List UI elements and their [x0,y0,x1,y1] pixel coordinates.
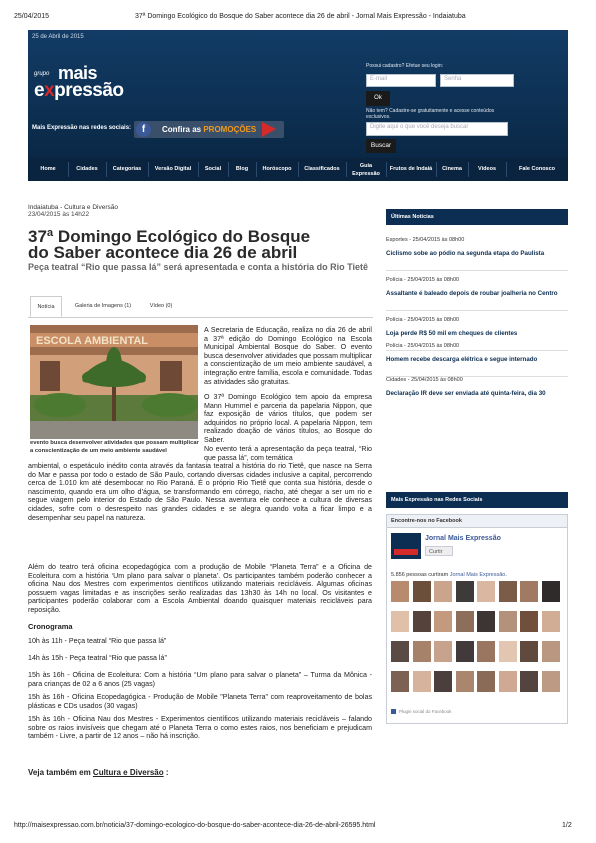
news-category[interactable]: Cidades [386,377,407,383]
print-page-title: 37ª Domingo Ecológico do Bosque do Saber acontece dia 26 de abril - Jornal Mais Expressão - Indaiatuba [135,13,466,20]
fan-avatar[interactable] [456,671,474,692]
news-title[interactable]: Homem recebe descarga elétrica e segue internado [386,356,538,363]
nav-item-10[interactable]: Frutos de Indaiá [389,166,433,172]
fan-avatar[interactable] [413,611,431,632]
nav-separator [228,162,229,177]
fan-avatar[interactable] [477,581,495,602]
fan-avatar[interactable] [542,581,560,602]
search-button[interactable]: Buscar [366,139,396,153]
news-meta [386,317,459,323]
fan-avatar[interactable] [520,581,538,602]
plugin-text: Plugin social do Facebook [399,709,452,714]
nav-item-4[interactable]: Versão Digital [154,166,192,172]
print-date: 25/04/2015 [14,13,50,20]
nav-separator [506,162,507,177]
page-logo-icon[interactable] [391,533,421,559]
nav-item-2[interactable]: Cidades [76,166,98,172]
site-header [28,30,568,158]
fan-avatar[interactable] [456,641,474,662]
promo-highlight: PROMOÇÕES [203,125,257,134]
nav-separator [256,162,257,177]
article-title-line-1: 37ª Domingo Ecológico do Bosque [28,227,311,246]
like-button[interactable]: Curtir [425,546,453,556]
tab-noticia[interactable]: Notícia [30,296,62,317]
fan-avatar[interactable] [456,611,474,632]
nav-separator [386,162,387,177]
social-heading: Mais Expressão nas Redes Sociais [386,492,568,508]
news-meta [386,377,463,383]
news-category[interactable]: Polícia [386,277,403,283]
main-nav [28,158,568,181]
nav-separator [298,162,299,177]
facebook-icon[interactable]: f [136,122,151,137]
nav-separator [148,162,149,177]
latest-news-heading: Últimas Notícias [386,209,568,225]
logo-grupo: grupo [34,71,50,77]
article-title-line-2: do Saber acontece dia 26 de abril [28,243,298,262]
facebook-page-name[interactable]: Jornal Mais Expressão [425,535,501,542]
fan-avatar[interactable] [520,671,538,692]
promotions-button[interactable] [134,121,284,138]
schedule-item-1: 10h às 11h - Peça teatral “Rio que passa lá” [28,637,167,645]
fan-avatar[interactable] [391,641,409,662]
fan-avatar[interactable] [499,641,517,662]
social-label: Mais Expressão nas redes sociais: [32,125,132,131]
news-divider [386,350,568,351]
news-title[interactable]: Assaltante é baleado depois de roubar joalheria no Centro [386,290,558,297]
nav-item-12[interactable]: Vídeos [477,166,497,172]
news-datetime: - 25/04/2015 às 08h00 [407,237,465,243]
logo-x: x [44,80,55,101]
fan-avatar[interactable] [391,611,409,632]
nav-separator [198,162,199,177]
news-title[interactable]: Ciclismo sobe ao pódio na segunda etapa do Paulista [386,250,545,257]
photo-scene [30,325,198,439]
logo-expressao[interactable] [34,80,124,102]
fan-avatar[interactable] [499,611,517,632]
fan-avatar[interactable] [434,641,452,662]
schedule-item-2: 14h às 15h - Peça teatral “Rio que passa lá” [28,654,167,662]
search-input[interactable]: Digite aqui o que você deseja buscar [366,122,508,136]
fan-avatar[interactable] [391,581,409,602]
fan-avatar[interactable] [434,581,452,602]
nav-item-9[interactable]: Guia Expressão [352,163,380,177]
logo-pressao: pressão [54,80,124,101]
schedule-item-5: 15h às 16h - Oficina Nau dos Mestres - Experimentos científicos utilizando materiais recicláveis – falando sobre os raios invisíveis que chegam até o Planeta Terra o como estes raios, nos beneficiam e prejudicam também - Livre, a partir de 12 anos – não há inscrição. [28,715,372,741]
fan-avatar[interactable] [413,671,431,692]
see-also-prefix: Veja também em [28,768,93,777]
nav-separator [468,162,469,177]
news-category[interactable]: Polícia [386,317,403,323]
fan-avatar[interactable] [499,581,517,602]
nav-item-3[interactable]: Categorias [112,166,142,172]
fan-avatar[interactable] [477,641,495,662]
tab-gallery[interactable]: Galeria de Imagens (1) [74,303,132,309]
logo-e: e [34,80,45,101]
login-ok-button[interactable]: Ok [366,91,390,106]
nav-item-6[interactable]: Blog [235,166,249,172]
schedule-heading: Cronograma [28,622,73,631]
see-also-link[interactable]: Cultura e Diversão [92,768,164,777]
nav-separator [436,162,437,177]
posted-date: 23/04/2015 às 14h22 [28,211,90,218]
article-subtitle: Peça teatral “Rio que passa lá” será apresentada e conta a história do Rio Tietê [28,262,368,272]
nav-separator [68,162,69,177]
paragraph-4: Além do teatro terá oficina ecopedagógica com a produção de Mobile “Planeta Terra” e a Oficina de Ecoleitura com a história ‘Um plano para salvar o planeta’. Os participantes também poderão conhecer a oficina Nau dos Mestres com experimentos científicos utilizando materiais recicláveis. Algumas oficinas possuem vagas limitadas e as inscrições serão realizadas das 13h30 às 14h no local. Os visitantes e participantes poderão colaborar com a Escola Ambiental doando quaisquer materiais recicláveis para reposição. [28,563,372,614]
like-count-link[interactable]: Jornal Mais Expressão [449,572,506,578]
email-input[interactable]: E-mail [366,74,436,87]
photo-caption: evento busca desenvolver atividades que possam multiplicar a conscientização de um meio ambiente saudável [30,440,199,454]
fan-avatar[interactable] [413,581,431,602]
login-label: Possui cadastro? Efetue seu login: [366,63,443,69]
news-datetime: - 25/04/2015 às 08h00 [402,277,460,283]
paragraph-1: A Secretaria de Educação, realiza no dia 26 de abril a 37ª edição do Domingo Ecológico na Escola Municipal Ambiental Bosque do Saber. O evento busca desenvolver atividades que possam multiplicar a conscientização de um meio ambiente saudável, a integração entre família, escola e comunidade. Todas as atividades são gratuitas. [204,326,372,386]
fan-avatar[interactable] [456,581,474,602]
paragraph-3b: ambiental, o espetáculo inédito conta através da fantasia teatral a história do rio Tietê, que nasce na Serra do Mar e passa por todo o estado de São Paulo, cortando diversas cidades inclusive a capital, percorrendo cerca de 1.010 km até desembocar no Rio Paraná. É o próprio Rio Tietê que conta sua história, desde o nascimento, quando era um olho d’água, se transformando em córrego, riacho, até chegar a ser um rio e segue viagem pelo interior do Estado de São Paulo. Nessa aventura ele conhece a cultura de diversas cidades, sofre com o desrespeito nas grandes cidades e se alegra quando volta a ficar limpo e a desempenhar seu papel na natureza. [28,462,372,522]
fan-avatar[interactable] [542,641,560,662]
fan-avatar[interactable] [477,611,495,632]
nav-separator [346,162,347,177]
facebook-plugin-icon [391,709,396,714]
print-url: http://maisexpressao.com.br/noticia/37-domingo-ecologico-do-bosque-do-saber-acontece-dia-26-de-abril-26595.html [14,822,376,829]
register-note[interactable]: Não tem? Cadastre-se gratuitamente e acesse conteúdos exclusivos. [366,108,495,120]
news-category[interactable]: Polícia [386,343,403,349]
news-title[interactable]: Loja perde R$ 50 mil em cheques de clientes [386,330,518,337]
see-also-suffix: : [163,768,169,777]
fan-avatar[interactable] [391,671,409,692]
nav-item-1[interactable]: Home [40,166,56,172]
fan-avatar[interactable] [520,611,538,632]
nav-item-13[interactable]: Fale Conosco [518,166,556,172]
schedule-item-4: 15h às 16h - Oficina Ecopedagógica - Produção de Mobile "Planeta Terra" com reaproveitamento de bolas plásticas e CDs usados (30 vagas) [28,693,372,710]
tabs-divider [28,317,373,318]
breadcrumb[interactable]: Indaiatuba - Cultura e Diversão [28,204,118,211]
facebook-widget [386,514,568,724]
fan-avatar[interactable] [434,671,452,692]
password-input[interactable]: Senha [440,74,514,87]
article-photo[interactable] [30,325,198,439]
nav-item-11[interactable]: Cinema [442,166,462,172]
logo-mais[interactable]: mais [58,63,98,83]
promo-label [162,125,256,134]
like-count-end: . [505,572,507,578]
schedule-item-3: 15h às 16h - Oficina de Ecoleitura: Com a história “Um plano para salvar o planeta” – Turma da Mônica - para crianças de 02 a 6 anos (25 vagas) [28,671,372,688]
fan-avatar[interactable] [413,641,431,662]
news-datetime: - 25/04/2015 às 08h00 [402,343,460,349]
facebook-plugin-note[interactable] [391,709,452,714]
news-meta [386,277,459,283]
nav-item-8[interactable]: Classificados [304,166,340,172]
fan-avatar[interactable] [542,671,560,692]
see-also [28,768,169,777]
news-meta [386,343,459,349]
fan-avatar[interactable] [434,611,452,632]
arrow-icon [262,122,276,137]
facebook-widget-heading: Encontre-nos no Facebook [387,515,567,528]
news-datetime: - 25/04/2015 às 08h00 [406,377,463,383]
news-title[interactable]: Declaração IR deve ser enviada até quinta-feira, dia 30 [386,390,546,397]
fan-avatar[interactable] [477,671,495,692]
like-count-text: 5.856 pessoas curtiram [391,572,450,578]
promo-prefix: Confira as [162,125,204,134]
news-datetime: - 25/04/2015 às 08h00 [402,317,460,323]
fan-avatar[interactable] [542,611,560,632]
paragraph-3a: No evento terá a apresentação da peça teatral, “Rio que passa lá”, com temática [204,445,372,462]
logo-mini [391,533,421,559]
header-date: 25 de Abril de 2015 [32,34,84,40]
news-divider [386,270,568,271]
print-page-number: 1/2 [562,822,572,829]
facebook-like-count [391,572,507,578]
news-divider [386,310,568,311]
nav-separator [106,162,107,177]
news-meta [386,237,464,243]
nav-item-5[interactable]: Social [204,166,222,172]
photo-sign-text: ESCOLA AMBIENTAL [36,335,149,347]
nav-item-7[interactable]: Horóscopo [262,166,292,172]
fan-avatar[interactable] [499,671,517,692]
tab-video[interactable]: Vídeo (0) [149,303,173,309]
news-category[interactable]: Esportes [386,237,408,243]
fan-avatar[interactable] [520,641,538,662]
paragraph-2: O 37ª Domingo Ecológico tem apoio da empresa Mann Hummel e parceria da papelaria Nippon, que faz exposição de vários títulos, que podem ser adquiridos no próprio local. A papelaria Nippon, tem realizado doação de vários títulos, ao Bosque do Saber. [204,393,372,444]
